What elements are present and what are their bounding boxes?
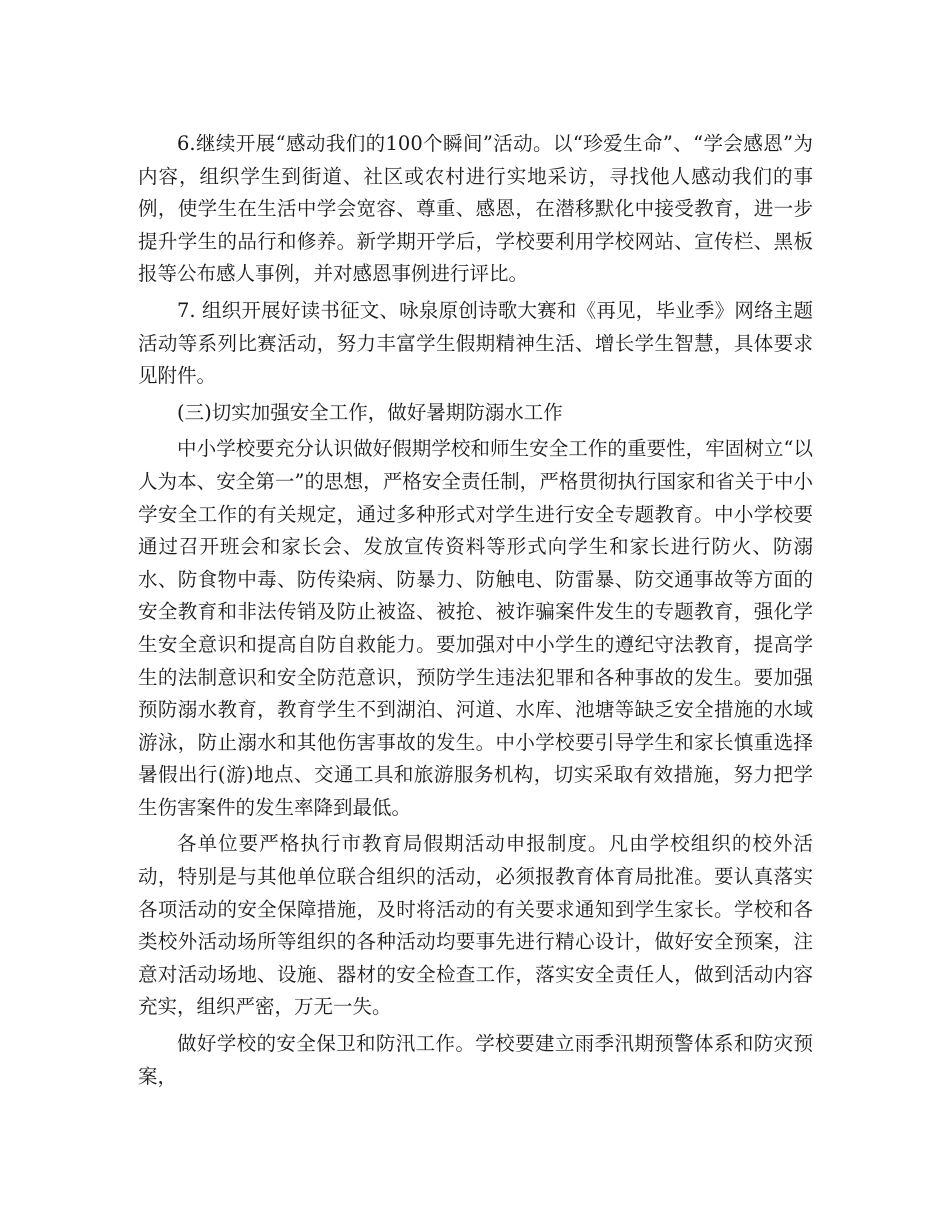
paragraph-flood-prevention: 做好学校的安全保卫和防汛工作。学校要建立雨季汛期预警体系和防灾预案， (138, 1032, 813, 1088)
paragraph-item-6: 6.继续开展“感动我们的100个瞬间”活动。以“珍爱生命”、“学会感恩”为内容，组织学生到街道、社区或农村进行实地采访，寻找他人感动我们的事例，使学生在生活中学会宽容、尊重、感恩，在潜移默化中接受教育，进一步提升学生的品行和修养。新学期开学后，学校要利用学校网站、宣传栏、黑板报等公布感人事例，并对感恩事例进行评比。 (138, 132, 813, 286)
paragraph-item-7: 7. 组织开展好读书征文、咏泉原创诗歌大赛和《再见，毕业季》网络主题活动等系列比赛活动，努力丰富学生假期精神生活、增长学生智慧，具体要求见附件。 (138, 298, 813, 388)
paragraph-activity-approval: 各单位要严格执行市教育局假期活动申报制度。凡由学校组织的校外活动，特别是与其他单位联合组织的活动，必须报教育体育局批准。要认真落实各项活动的安全保障措施，及时将活动的有关要求通知到学生家长。学校和各类校外活动场所等组织的各种活动均要事先进行精心设计，做好安全预案，注意对活动场地、设施、器材的安全检查工作，落实安全责任人，做到活动内容充实，组织严密，万无一失。 (138, 832, 813, 1019)
paragraph-safety-education: 中小学校要充分认识做好假期学校和师生安全工作的重要性，牢固树立“以人为本、安全第一”的思想，严格安全责任制，严格贯彻执行国家和省关于中小学安全工作的有关规定，通过多种形式对学生进行安全专题教育。中小学校要通过召开班会和家长会、发放宣传资料等形式向学生和家长进行防火、防溺水、防食物中毒、防传染病、防暴力、防触电、防雷暴、防交通事故等方面的安全教育和非法传销及防止被盗、被抢、被诈骗案件发生的专题教育，强化学生安全意识和提高自防自救能力。要加强对中小学生的遵纪守法教育，提高学生的法制意识和安全防范意识，预防学生违法犯罪和各种事故的发生。要加强预防溺水教育，教育学生不到湖泊、河道、水库、池塘等缺乏安全措施的水域游泳，防止溺水和其他伤害事故的发生。中小学校要引导学生和家长慎重选择暑假出行(游)地点、交通工具和旅游服务机构，切实采取有效措施，努力把学生伤害案件的发生率降到最低。 (138, 437, 813, 819)
section-heading: (三)切实加强安全工作，做好暑期防溺水工作 (177, 400, 563, 424)
document-body (138, 128, 813, 1097)
